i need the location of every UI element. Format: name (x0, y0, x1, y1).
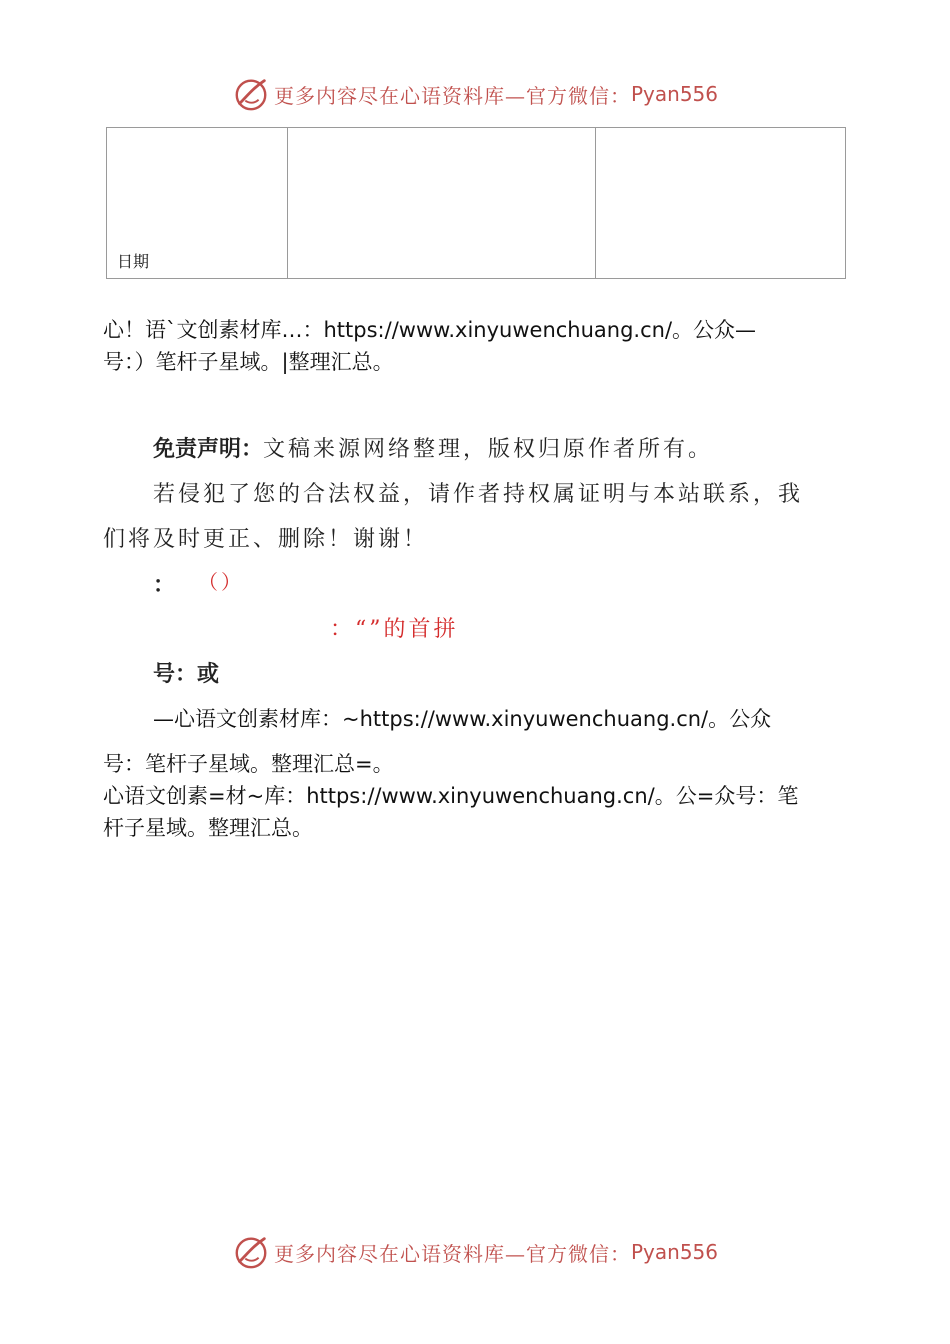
table-cell-empty (596, 128, 846, 279)
ad-line: —心语文创素材库：~https://www.xinyuwenchuang.cn/。公众 (153, 707, 772, 731)
table-cell-date (107, 128, 288, 279)
disclaimer-heading: 免责声明： (153, 436, 264, 462)
banner-wechat-id: Pyan556 (630, 1240, 718, 1264)
footer-banner (0, 1230, 950, 1274)
ad-line: 心语文创素=材~库：https://www.xinyuwenchuang.cn/。公=众号：笔 (103, 784, 799, 808)
ad-line: 号：）笔杆子星域。|整理汇总。 (103, 350, 394, 374)
table-cell-empty (288, 128, 596, 279)
colon-mark: ： (153, 572, 176, 598)
banner-text: 更多内容尽在心语资料库—官方微信： (273, 1241, 631, 1266)
pinyin-note: ：“”的首拼 (330, 617, 459, 642)
date-label: 日期 (117, 252, 150, 271)
header-banner (0, 72, 950, 116)
banner-text: 更多内容尽在心语资料库—官方微信： (273, 83, 631, 108)
logo-icon (232, 1233, 270, 1271)
disclaimer-text: 文稿来源网络整理，版权归原作者所有。 (263, 437, 714, 462)
or-line: 号：或 (153, 661, 220, 687)
banner-wechat-id: Pyan556 (630, 82, 718, 106)
ad-line: 杆子星域。整理汇总。 (103, 816, 313, 840)
logo-icon (232, 75, 270, 113)
disclaimer-paragraph (153, 432, 713, 463)
disclaimer-text: 们将及时更正、删除！谢谢！ (103, 527, 429, 552)
red-parens: （） (198, 570, 244, 594)
disclaimer-text: 若侵犯了您的合法权益，请作者持权属证明与本站联系，我 (153, 482, 804, 507)
ad-line: 号：笔杆子星域。整理汇总=。 (103, 752, 394, 776)
form-table (106, 127, 846, 279)
ad-line: 心！语`文创素材库…：https://www.xinyuwenchuang.cn/。公众— (103, 318, 757, 342)
